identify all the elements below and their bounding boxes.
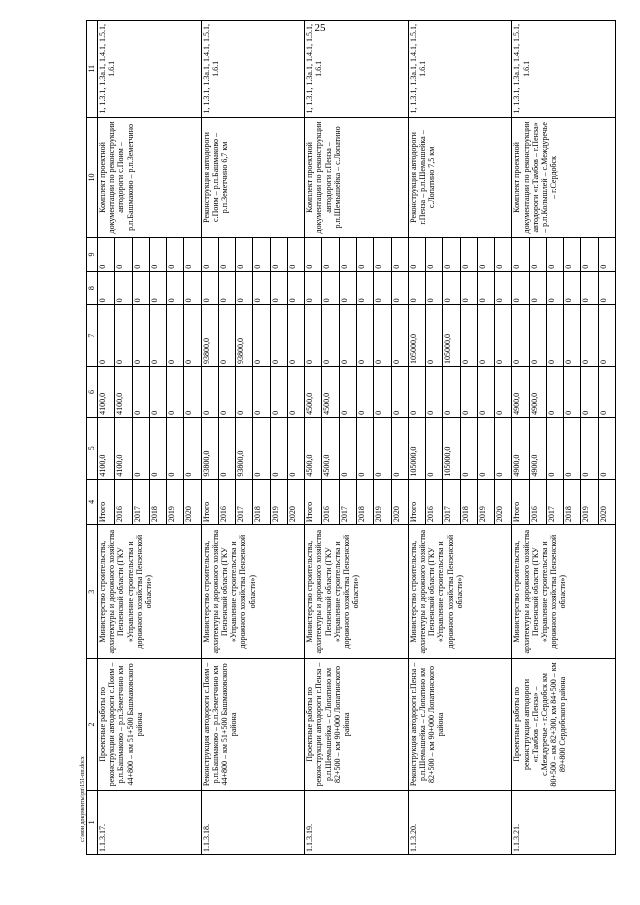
total-amount-cell: 0 xyxy=(287,417,304,479)
amount-cell: 0 xyxy=(305,238,322,272)
table-row xyxy=(408,21,425,855)
table-row xyxy=(305,21,322,855)
total-amount-cell: 0 xyxy=(426,417,443,479)
amount-cell: 0 xyxy=(98,238,115,272)
activity-executor: Министерство строительства, архитектуры и дорожного хозяйства Пензенской области (ГКУ «Управление строительства и дорожного хозяйства Пензенской области») xyxy=(408,525,512,659)
amount-cell: 0 xyxy=(546,271,563,305)
year-cell: 2016 xyxy=(218,479,235,525)
amount-cell: 0 xyxy=(477,305,494,367)
amount-cell: 0 xyxy=(460,305,477,367)
amount-cell: 0 xyxy=(339,271,356,305)
amount-cell: 0 xyxy=(426,366,443,417)
amount-cell: 0 xyxy=(339,366,356,417)
total-amount-cell: 0 xyxy=(339,417,356,479)
expected-result: Реконструкция автодороги с.Поим – р.п.Башмаково – р.п.Земетчино 6,7 км xyxy=(201,117,305,238)
amount-cell: 0 xyxy=(408,271,425,305)
year-cell: 2018 xyxy=(460,479,477,525)
amount-cell: 0 xyxy=(443,271,460,305)
amount-cell: 0 xyxy=(98,271,115,305)
amount-cell: 0 xyxy=(305,305,322,367)
amount-cell: 0 xyxy=(529,305,546,367)
year-cell: 2017 xyxy=(339,479,356,525)
total-amount-cell: 0 xyxy=(218,417,235,479)
amount-cell: 0 xyxy=(305,271,322,305)
amount-cell: 0 xyxy=(356,271,373,305)
amount-cell: 0 xyxy=(512,271,529,305)
amount-cell: 0 xyxy=(287,238,304,272)
year-cell: 2018 xyxy=(149,479,166,525)
amount-cell: 4900,0 xyxy=(529,366,546,417)
year-cell: 2018 xyxy=(564,479,581,525)
column-header: 5 xyxy=(87,417,98,479)
column-header: 11 xyxy=(87,21,98,118)
amount-cell: 0 xyxy=(477,366,494,417)
year-cell: 2018 xyxy=(356,479,373,525)
amount-cell: 0 xyxy=(443,366,460,417)
amount-cell: 0 xyxy=(495,305,512,367)
total-amount-cell: 4100,0 xyxy=(115,417,132,479)
year-cell: 2019 xyxy=(581,479,598,525)
amount-cell: 4900,0 xyxy=(512,366,529,417)
amount-cell: 0 xyxy=(495,366,512,417)
activity-name: Реконструкция автодороги г.Пенза – р.п.Шемышейка – с.Лопатино км 82+500 – км 90+000 Лопатинского района xyxy=(408,659,512,790)
total-amount-cell: 0 xyxy=(598,417,615,479)
amount-cell: 0 xyxy=(546,238,563,272)
amount-cell: 0 xyxy=(495,238,512,272)
amount-cell: 0 xyxy=(339,238,356,272)
year-cell: 2020 xyxy=(598,479,615,525)
amount-cell: 0 xyxy=(218,366,235,417)
amount-cell: 0 xyxy=(270,238,287,272)
amount-cell: 0 xyxy=(132,271,149,305)
amount-cell: 0 xyxy=(253,271,270,305)
amount-cell: 0 xyxy=(149,305,166,367)
amount-cell: 0 xyxy=(408,366,425,417)
page-number: 25 xyxy=(314,22,326,34)
year-cell: 2020 xyxy=(391,479,408,525)
table-row xyxy=(98,21,115,855)
amount-cell: 0 xyxy=(201,238,218,272)
total-amount-cell: 4100,0 xyxy=(98,417,115,479)
amount-cell: 0 xyxy=(184,366,201,417)
year-cell: 2016 xyxy=(115,479,132,525)
amount-cell: 0 xyxy=(581,271,598,305)
amount-cell: 0 xyxy=(201,271,218,305)
total-amount-cell: 0 xyxy=(374,417,391,479)
column-header: 2 xyxy=(87,659,98,790)
amount-cell: 0 xyxy=(581,238,598,272)
amount-cell: 0 xyxy=(391,305,408,367)
amount-cell: 0 xyxy=(495,271,512,305)
amount-cell: 0 xyxy=(149,366,166,417)
expected-result: Комплект проектной документации по реконструкции автодороги «г.Тамбов – г.Пенза» – р.п.Колышлей – с.Междуречье – г.Сердобск xyxy=(512,117,616,238)
amount-cell: 0 xyxy=(356,366,373,417)
total-amount-cell: 0 xyxy=(391,417,408,479)
column-header: 7 xyxy=(87,305,98,367)
amount-cell: 0 xyxy=(270,366,287,417)
total-amount-cell: 0 xyxy=(477,417,494,479)
amount-cell: 0 xyxy=(167,366,184,417)
activity-executor: Министерство строительства, архитектуры и дорожного хозяйства Пензенской области (ГКУ «Управление строительства и дорожного хозяйства Пензенской области») xyxy=(305,525,409,659)
column-header: 3 xyxy=(87,525,98,659)
amount-cell: 0 xyxy=(132,366,149,417)
amount-cell: 0 xyxy=(270,271,287,305)
amount-cell: 0 xyxy=(356,238,373,272)
total-amount-cell: 105000,0 xyxy=(408,417,425,479)
amount-cell: 0 xyxy=(598,305,615,367)
amount-cell: 0 xyxy=(477,238,494,272)
amount-cell: 0 xyxy=(253,305,270,367)
total-amount-cell: 0 xyxy=(270,417,287,479)
expected-result: Комплект проектной документации по реконструкции автодороги г.Пенза – р.п.Шемышейка – с.Лопатино xyxy=(305,117,409,238)
activity-name: Проектные работы по реконструкции автодороги г.Пенза – р.п.Шемышейка – с.Лопатино км 82+500 – км 90+000 Лопатинского района xyxy=(305,659,409,790)
amount-cell: 0 xyxy=(460,271,477,305)
column-header: 4 xyxy=(87,479,98,525)
amount-cell: 0 xyxy=(287,366,304,417)
amount-cell: 0 xyxy=(253,238,270,272)
amount-cell: 0 xyxy=(426,238,443,272)
activity-number: 1.1.3.17. xyxy=(98,790,202,854)
amount-cell: 0 xyxy=(167,238,184,272)
amount-cell: 0 xyxy=(322,271,339,305)
amount-cell: 0 xyxy=(270,305,287,367)
year-cell: 2016 xyxy=(529,479,546,525)
total-amount-cell: 0 xyxy=(253,417,270,479)
amount-cell: 105000,0 xyxy=(408,305,425,367)
indicator-links: 1, 1.3.1, 1.3a.1, 1.4.1, 1.5.1, 1.6.1 xyxy=(408,21,512,118)
indicator-links: 1, 1.3.1, 1.3a.1, 1.4.1, 1.5.1, 1.6.1 xyxy=(201,21,305,118)
column-header: 10 xyxy=(87,117,98,238)
amount-cell: 0 xyxy=(253,366,270,417)
amount-cell: 0 xyxy=(167,305,184,367)
amount-cell: 0 xyxy=(529,238,546,272)
amount-cell: 0 xyxy=(236,271,253,305)
header-row xyxy=(87,21,98,855)
amount-cell: 0 xyxy=(546,305,563,367)
indicator-links: 1, 1.3.1, 1.3a.1, 1.4.1, 1.5.1, 1.6.1 xyxy=(98,21,202,118)
footer-file-path: c:\мои документы\рп\151-пп.docx xyxy=(80,756,86,842)
amount-cell: 0 xyxy=(132,238,149,272)
amount-cell: 4500,0 xyxy=(305,366,322,417)
amount-cell: 0 xyxy=(184,305,201,367)
amount-cell: 0 xyxy=(546,366,563,417)
amount-cell: 0 xyxy=(391,238,408,272)
amount-cell: 0 xyxy=(512,305,529,367)
table-row xyxy=(512,21,529,855)
total-amount-cell: 0 xyxy=(132,417,149,479)
year-cell: 2016 xyxy=(322,479,339,525)
amount-cell: 0 xyxy=(201,366,218,417)
expected-result: Реконструкция автодороги г.Пенза – р.п.Шемышейка – с.Лопатино 7,5 км xyxy=(408,117,512,238)
total-amount-cell: 0 xyxy=(564,417,581,479)
amount-cell: 0 xyxy=(184,271,201,305)
year-cell: Итого xyxy=(201,479,218,525)
amount-cell: 0 xyxy=(460,366,477,417)
total-amount-cell: 0 xyxy=(581,417,598,479)
year-cell: 2019 xyxy=(374,479,391,525)
total-amount-cell: 4500,0 xyxy=(322,417,339,479)
amount-cell: 0 xyxy=(426,305,443,367)
year-cell: 2017 xyxy=(236,479,253,525)
table-row xyxy=(201,21,218,855)
amount-cell: 0 xyxy=(564,305,581,367)
column-header: 8 xyxy=(87,271,98,305)
activity-executor: Министерство строительства, архитектуры и дорожного хозяйства Пензенской области (ГКУ «Управление строительства и дорожного хозяйства Пензенской области») xyxy=(512,525,616,659)
amount-cell: 0 xyxy=(322,305,339,367)
total-amount-cell: 0 xyxy=(495,417,512,479)
activity-number: 1.1.3.19. xyxy=(305,790,409,854)
amount-cell: 0 xyxy=(218,305,235,367)
total-amount-cell: 0 xyxy=(184,417,201,479)
amount-cell: 0 xyxy=(374,238,391,272)
amount-cell: 105000,0 xyxy=(443,305,460,367)
amount-cell: 0 xyxy=(598,238,615,272)
total-amount-cell: 4500,0 xyxy=(305,417,322,479)
total-amount-cell: 93800,0 xyxy=(236,417,253,479)
indicator-links: 1, 1.3.1, 1.3a.1, 1.4.1, 1.5.1, 1.6.1 xyxy=(305,21,409,118)
activity-executor: Министерство строительства, архитектуры и дорожного хозяйства Пензенской области (ГКУ «Управление строительства и дорожного хозяйства Пензенской области») xyxy=(201,525,305,659)
year-cell: Итого xyxy=(305,479,322,525)
year-cell: 2020 xyxy=(287,479,304,525)
indicator-links: 1, 1.3.1, 1.3a.1, 1.4.1, 1.5.1, 1.6.1 xyxy=(512,21,616,118)
total-amount-cell: 105000,0 xyxy=(443,417,460,479)
total-amount-cell: 0 xyxy=(460,417,477,479)
amount-cell: 0 xyxy=(322,238,339,272)
amount-cell: 0 xyxy=(132,305,149,367)
amount-cell: 0 xyxy=(564,271,581,305)
amount-cell: 0 xyxy=(236,366,253,417)
year-cell: 2017 xyxy=(132,479,149,525)
activity-name: Проектные работы по реконструкции автодороги с.Поим – р.п.Башмаково – р.п.Земетчино км 44+800 – км 51+500 Башмаковского района xyxy=(98,659,202,790)
amount-cell: 4100,0 xyxy=(115,366,132,417)
year-cell: Итого xyxy=(512,479,529,525)
amount-cell: 93800,0 xyxy=(201,305,218,367)
amount-cell: 4100,0 xyxy=(98,366,115,417)
amount-cell: 4500,0 xyxy=(322,366,339,417)
amount-cell: 0 xyxy=(598,366,615,417)
amount-cell: 0 xyxy=(564,366,581,417)
amount-cell: 0 xyxy=(98,305,115,367)
activity-name: Проектные работы по реконструкции автодороги «г.Тамбов – г.Пенза» – с.Междуречье - г.Сердобск км 80+500 – км 82+300, км 84+500 – км 89+800 Сердобского района xyxy=(512,659,616,790)
total-amount-cell: 0 xyxy=(167,417,184,479)
total-amount-cell: 0 xyxy=(149,417,166,479)
activity-number: 1.1.3.20. xyxy=(408,790,512,854)
amount-cell: 93800,0 xyxy=(236,305,253,367)
amount-cell: 0 xyxy=(115,305,132,367)
year-cell: 2017 xyxy=(546,479,563,525)
amount-cell: 0 xyxy=(149,238,166,272)
amount-cell: 0 xyxy=(356,305,373,367)
column-header: 1 xyxy=(87,790,98,854)
amount-cell: 0 xyxy=(477,271,494,305)
amount-cell: 0 xyxy=(391,366,408,417)
total-amount-cell: 93800,0 xyxy=(201,417,218,479)
program-activities-table xyxy=(86,20,616,855)
amount-cell: 0 xyxy=(408,238,425,272)
year-cell: 2020 xyxy=(184,479,201,525)
amount-cell: 0 xyxy=(564,238,581,272)
total-amount-cell: 4900,0 xyxy=(529,417,546,479)
amount-cell: 0 xyxy=(236,238,253,272)
amount-cell: 0 xyxy=(218,271,235,305)
amount-cell: 0 xyxy=(184,238,201,272)
amount-cell: 0 xyxy=(115,271,132,305)
amount-cell: 0 xyxy=(443,238,460,272)
amount-cell: 0 xyxy=(374,271,391,305)
amount-cell: 0 xyxy=(581,305,598,367)
expected-result: Комплект проектной документации по реконструкции автодороги с.Поим – р.п.Башмаково – р.п.Земетчино xyxy=(98,117,202,238)
amount-cell: 0 xyxy=(529,271,546,305)
year-cell: 2016 xyxy=(426,479,443,525)
total-amount-cell: 4900,0 xyxy=(512,417,529,479)
year-cell: 2019 xyxy=(477,479,494,525)
year-cell: Итого xyxy=(408,479,425,525)
amount-cell: 0 xyxy=(374,366,391,417)
year-cell: Итого xyxy=(98,479,115,525)
amount-cell: 0 xyxy=(426,271,443,305)
activity-number: 1.1.3.21. xyxy=(512,790,616,854)
table-body xyxy=(98,21,616,855)
amount-cell: 0 xyxy=(167,271,184,305)
amount-cell: 0 xyxy=(581,366,598,417)
total-amount-cell: 0 xyxy=(546,417,563,479)
column-header: 6 xyxy=(87,366,98,417)
amount-cell: 0 xyxy=(218,238,235,272)
year-cell: 2017 xyxy=(443,479,460,525)
amount-cell: 0 xyxy=(512,238,529,272)
year-cell: 2019 xyxy=(270,479,287,525)
amount-cell: 0 xyxy=(339,305,356,367)
rotated-table-container xyxy=(86,20,616,855)
year-cell: 2019 xyxy=(167,479,184,525)
activity-executor: Министерство строительства, архитектуры и дорожного хозяйства Пензенской области (ГКУ «Управление строительства и дорожного хозяйства Пензенской области») xyxy=(98,525,202,659)
year-cell: 2018 xyxy=(253,479,270,525)
amount-cell: 0 xyxy=(149,271,166,305)
amount-cell: 0 xyxy=(391,271,408,305)
amount-cell: 0 xyxy=(598,271,615,305)
activity-name: Реконструкция автодороги с.Поим – р.п.Башмаково – р.п.Земетчино км 44+800 – км 51+500 Башмаковского района xyxy=(201,659,305,790)
amount-cell: 0 xyxy=(287,305,304,367)
amount-cell: 0 xyxy=(287,271,304,305)
activity-number: 1.1.3.18. xyxy=(201,790,305,854)
year-cell: 2020 xyxy=(495,479,512,525)
amount-cell: 0 xyxy=(374,305,391,367)
column-header: 9 xyxy=(87,238,98,272)
total-amount-cell: 0 xyxy=(356,417,373,479)
amount-cell: 0 xyxy=(115,238,132,272)
amount-cell: 0 xyxy=(460,238,477,272)
